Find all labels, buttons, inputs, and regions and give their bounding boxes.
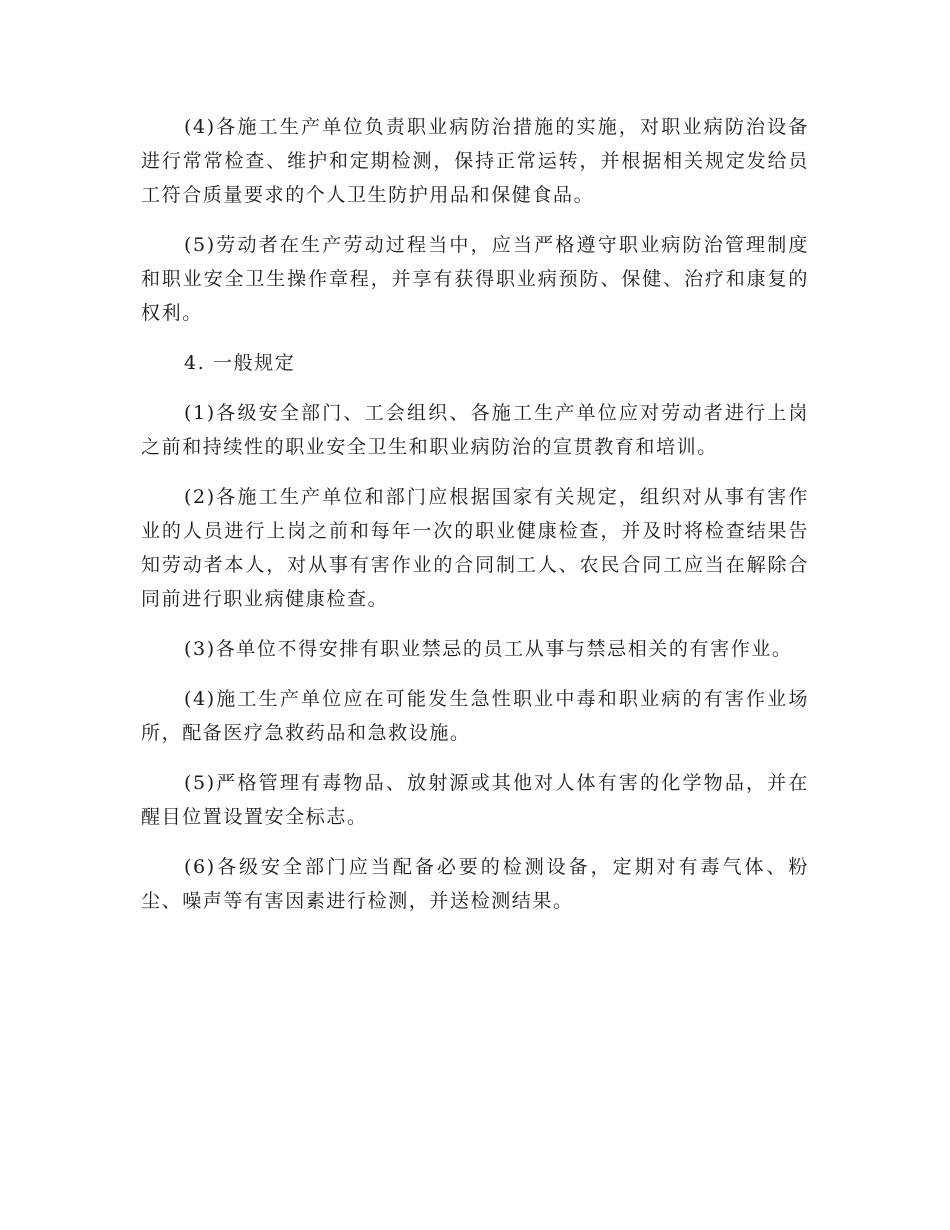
paragraph-2-health-check: (2)各施工生产单位和部门应根据国家有关规定，组织对从事有害作业的人员进行上岗之前和每年一次的职业健康检查，并及时将检查结果告知劳动者本人，对从事有害作业的合同制工人、农民合同工应当在解除合同前进行职业病健康检查。 [141, 486, 809, 610]
paragraph-6-detection: (6)各级安全部门应当配备必要的检测设备，定期对有毒气体、粉尘、噪声等有害因素进行检测，并送检测结果。 [141, 856, 809, 912]
section-heading-general-rules: 4. 一般规定 [184, 352, 296, 374]
paragraph-4-implementation: (4)各施工生产单位负责职业病防治措施的实施，对职业病防治设备进行常常检查、维护和定期检测，保持正常运转，并根据相关规定发给员工符合质量要求的个人卫生防护用品和保健食品。 [141, 116, 809, 206]
paragraph-3-taboo: (3)各单位不得安排有职业禁忌的员工从事与禁忌相关的有害作业。 [184, 638, 793, 660]
paragraph-5-hazardous-materials: (5)严格管理有毒物品、放射源或其他对人体有害的化学物品，并在醒目位置设置安全标志。 [141, 772, 809, 828]
paragraph-5-worker-rights: (5)劳动者在生产劳动过程当中，应当严格遵守职业病防治管理制度和职业安全卫生操作章程，并享有获得职业病预防、保健、治疗和康复的权利。 [141, 234, 809, 324]
paragraph-1-training: (1)各级安全部门、工会组织、各施工生产单位应对劳动者进行上岗之前和持续性的职业安全卫生和职业病防治的宣贯教育和培训。 [141, 402, 809, 458]
document-body [141, 110, 809, 934]
paragraph-4-first-aid: (4)施工生产单位应在可能发生急性职业中毒和职业病的有害作业场所，配备医疗急救药品和急救设施。 [141, 688, 809, 744]
